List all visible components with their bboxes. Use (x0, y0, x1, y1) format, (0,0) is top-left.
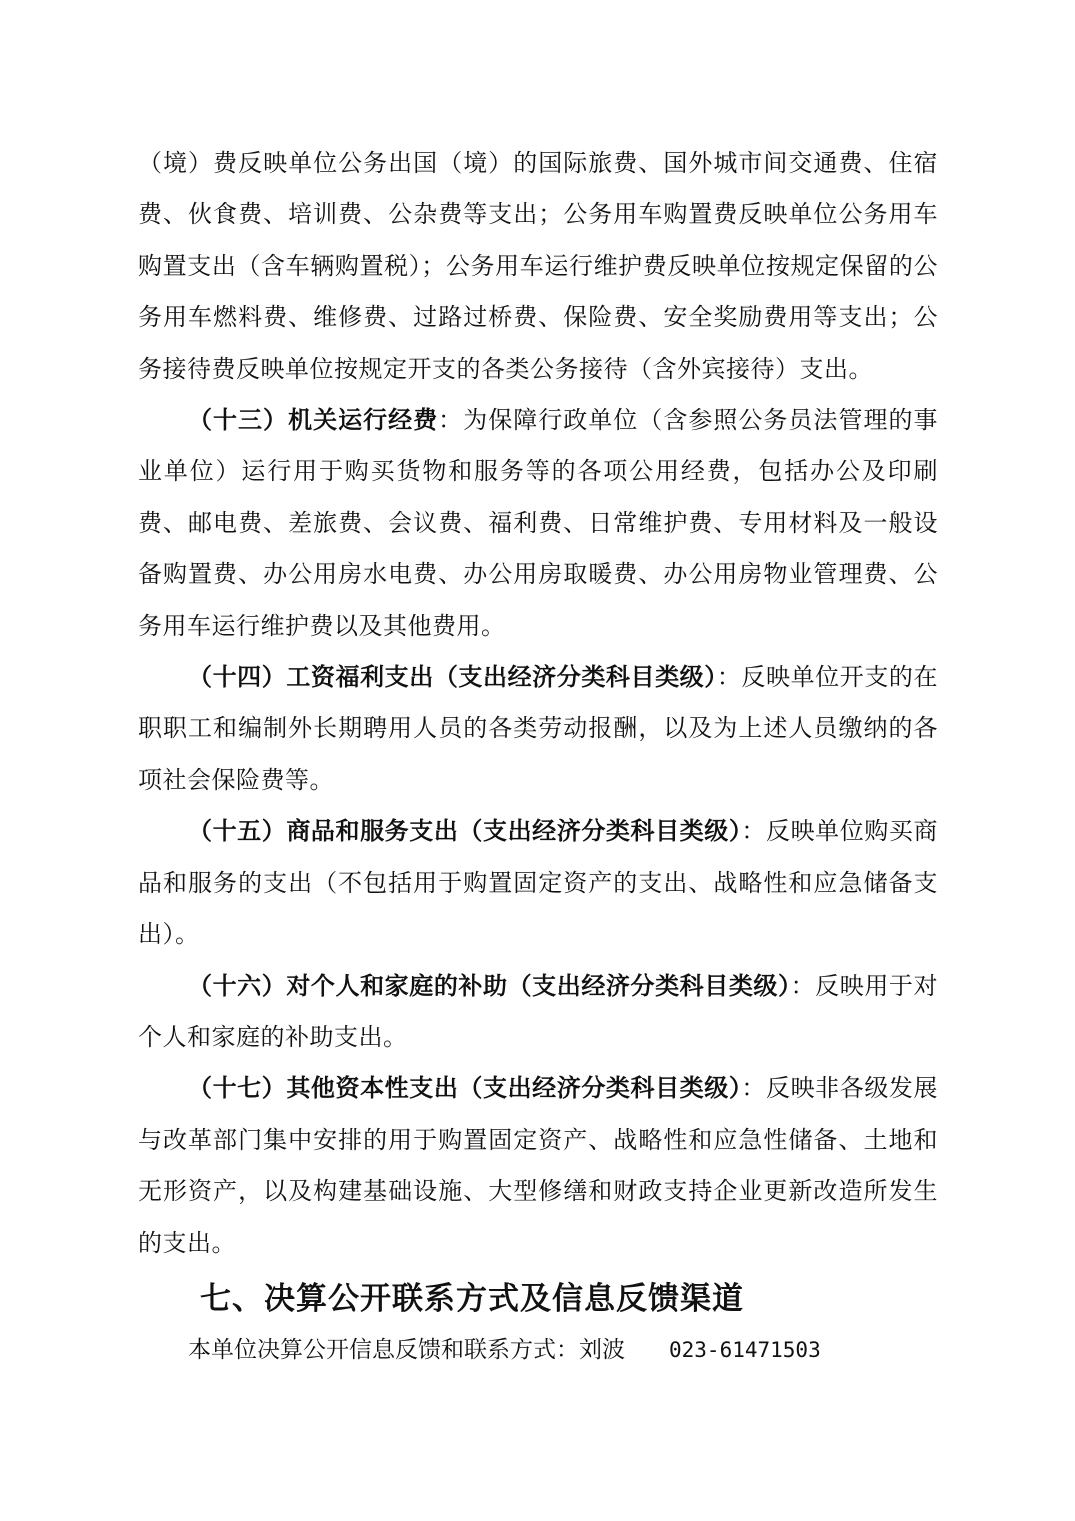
contact-phone: 023-61471503 (669, 1337, 821, 1362)
item-17-text: ：反映非各级发展与改革部门集中安排的用于购置固定资产、战略性和应急性储备、土地和无形资产，以及构建基础设施、大型修缮和财政支持企业更新改造所发生的支出。 (138, 1074, 939, 1257)
item-14-text: ：反映单位开支的在职职工和编制外长期聘用人员的各类劳动报酬，以及为上述人员缴纳的各项社会保险费等。 (138, 663, 939, 794)
contact-label: 本单位决算公开信息反馈和联系方式：刘波 (188, 1336, 625, 1363)
item-14-term: （十四）工资福利支出（支出经济分类科目类级） (188, 663, 717, 692)
section-heading: 七、决算公开联系方式及信息反馈渠道 (200, 1280, 744, 1317)
item-15-text: ：反映单位购买商品和服务的支出（不包括用于购置固定资产的支出、战略性和应急储备支出）。 (138, 817, 939, 949)
item-15-term: （十五）商品和服务支出（支出经济分类科目类级） (188, 817, 742, 846)
document-page (138, 138, 938, 1373)
paragraph-item-16 (138, 961, 938, 1064)
item-13-text: ：为保障行政单位（含参照公务员法管理的事业单位）运行用于购买货物和服务等的各项公用经费，包括办公及印刷费、邮电费、差旅费、会议费、福利费、日常维护费、专用材料及一般设备购置费、办公用房水电费、办公用房取暖费、办公用房物业管理费、公务用车运行维护费以及其他费用。 (138, 406, 938, 640)
item-16-term: （十六）对个人和家庭的补助（支出经济分类科目类级） (188, 971, 791, 1000)
paragraph-text: （境）费反映单位公务出国（境）的国际旅费、国外城市间交通费、住宿费、伙食费、培训费、公杂费等支出；公务用车购置费反映单位公务用车购置支出（含车辆购置税）；公务用车运行维护费反映单位按规定保留的公务用车燃料费、维修费、过路过桥费、保险费、安全奖励费用等支出；公务接待费反映单位按规定开支的各类公务接待（含外宾接待）支出。 (138, 149, 938, 383)
paragraph-item-13 (138, 395, 938, 652)
item-16-text: ：反映用于对个人和家庭的补助支出。 (138, 971, 939, 1051)
contact-line (138, 1327, 938, 1373)
paragraph-item-15 (138, 806, 938, 960)
paragraph-item-14 (138, 652, 938, 806)
item-13-term: （十三）机关运行经费 (188, 406, 439, 435)
paragraph-public-expense-definitions (138, 138, 938, 395)
paragraph-item-17 (138, 1063, 938, 1269)
item-17-term: （十七）其他资本性支出（支出经济分类科目类级） (188, 1074, 742, 1103)
